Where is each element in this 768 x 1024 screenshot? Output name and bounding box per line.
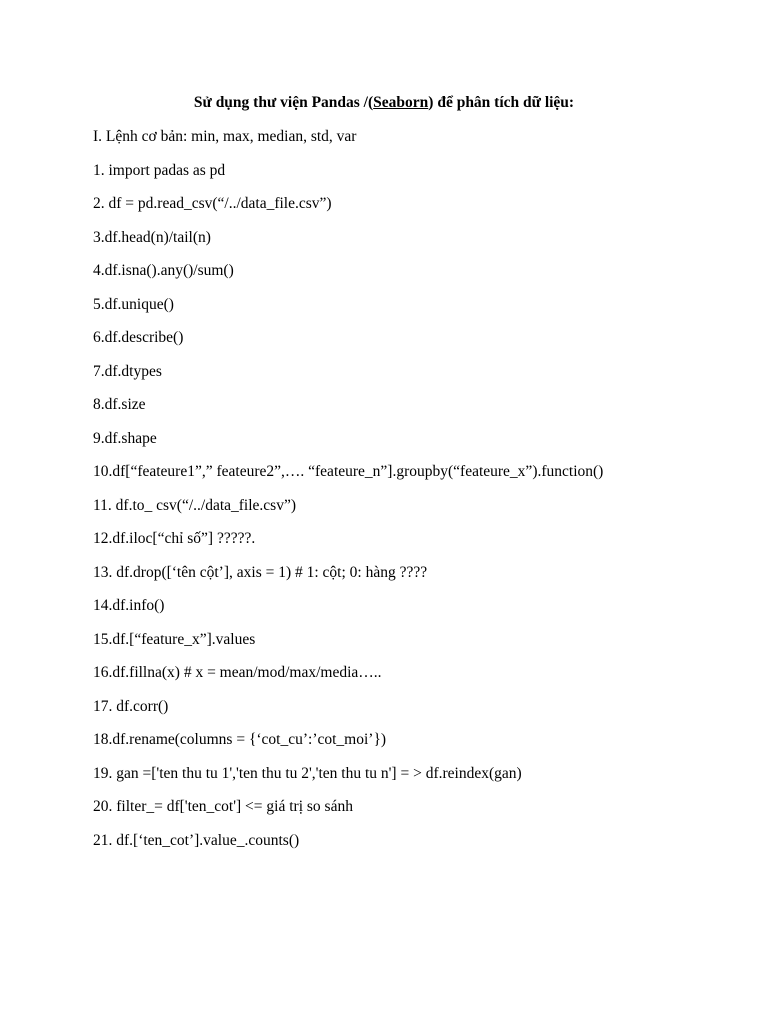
document-body	[93, 127, 743, 864]
section-heading: I. Lệnh cơ bản: min, max, median, std, var	[93, 128, 357, 145]
title-prefix: Sử dụng thư viện Pandas /(	[193, 94, 374, 111]
list-item: 20. filter_= df['ten_cot'] <= giá trị so sánh	[93, 798, 353, 815]
list-item: 19. gan =['ten thu tu 1','ten thu tu 2','ten thu tu n'] = > df.reindex(gan)	[93, 764, 522, 782]
list-item: 4.df.isna().any()/sum()	[93, 262, 234, 279]
list-item: 2. df = pd.read_csv(“/../data_file.csv”)	[93, 195, 332, 212]
title-underlined-word: Seaborn	[373, 94, 429, 111]
list-item: 11. df.to_ csv(“/../data_file.csv”)	[93, 496, 297, 514]
list-item: 8.df.size	[93, 396, 146, 413]
list-item: 16.df.fillna(x) # x = mean/mod/max/media…..	[93, 664, 382, 681]
list-item: 21. df.[‘ten_cot’].value_.counts()	[93, 831, 300, 849]
title-suffix: ) để phân tích dữ liệu:	[428, 94, 575, 111]
list-item: 18.df.rename(columns = {‘cot_cu’:’cot_moi’})	[93, 731, 387, 748]
list-item: 15.df.[“feature_x”].values	[93, 630, 256, 648]
list-item: 10.df[“feateure1”,” feateure2”,…. “feateure_n”].groupby(“feateure_x”).function()	[93, 463, 604, 480]
list-item: 14.df.info()	[93, 597, 165, 614]
list-item: 7.df.dtypes	[93, 362, 162, 380]
list-item: 1. import padas as pd	[93, 161, 226, 179]
list-item: 9.df.shape	[93, 429, 157, 447]
list-item: 17. df.corr()	[93, 697, 169, 715]
list-item: 6.df.describe()	[93, 329, 184, 346]
list-item: 12.df.iloc[“chỉ số”] ?????.	[93, 530, 256, 547]
document-title	[0, 93, 768, 113]
list-item: 13. df.drop([‘tên cột’], axis = 1) # 1: cột; 0: hàng ????	[93, 563, 428, 581]
list-item: 3.df.head(n)/tail(n)	[93, 228, 211, 246]
list-item: 5.df.unique()	[93, 295, 174, 313]
